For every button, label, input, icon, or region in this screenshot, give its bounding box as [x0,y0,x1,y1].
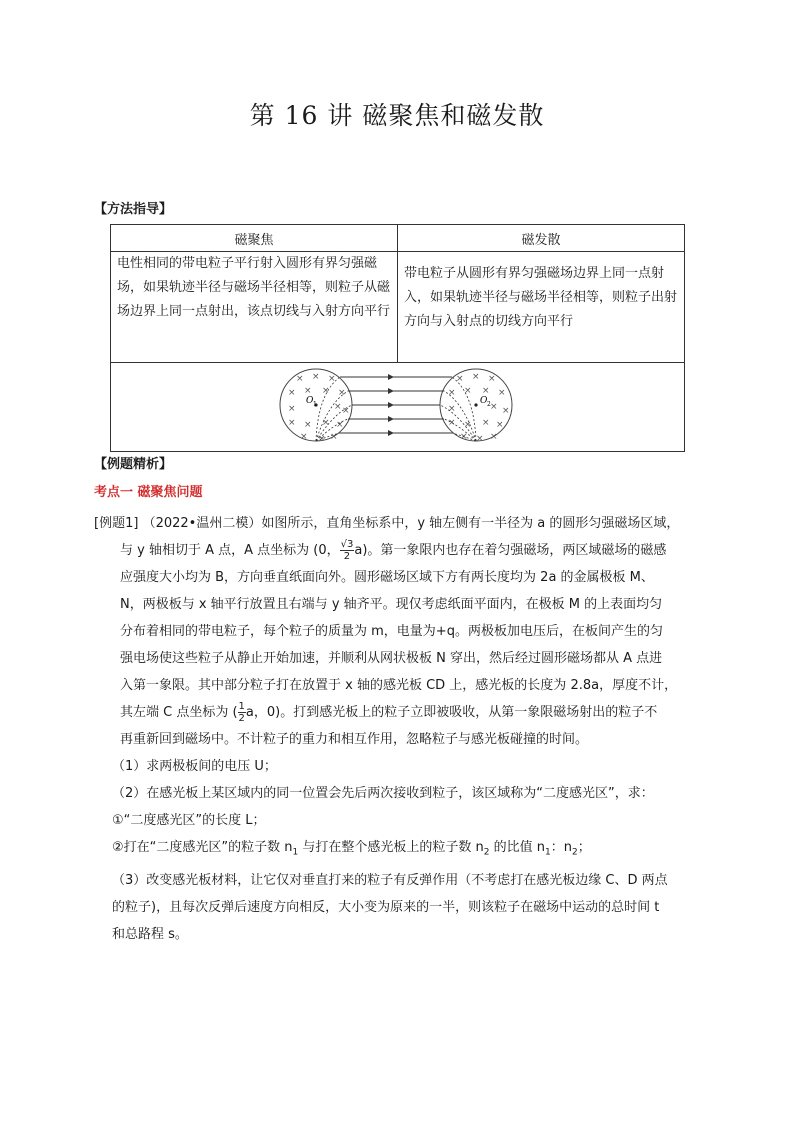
question-2: （2）在感光板上某区域内的同一位置会先后两次接收到粒子，该区域称为“二度感光区”，求： [112,786,654,801]
right-center-sub: 2 [486,401,491,408]
col1-header: 磁聚焦 [111,225,398,252]
col2-text: 带电粒子从圆形有界匀强磁场边界上同一点射入，如果轨迹半径与磁场半径相等，则粒子出射方向与入射点的切线方向平行 [398,252,685,363]
svg-text:×: × [287,404,296,414]
svg-text:×: × [447,418,456,428]
left-center-sub: 1 [312,401,317,408]
svg-text:×: × [487,374,496,384]
question-1: （1）求两极板间的电压 U； [112,759,277,774]
svg-text:×: × [311,372,320,382]
trajectory-arrows [388,374,394,436]
svg-text:×: × [303,420,312,430]
example-line-6: 强电场使这些粒子从静止开始加速，并顺利从网状极板 N 穿出，然后经过圆形磁场都从 A 点进 [120,651,663,666]
method-heading: 【方法指导】 [94,202,173,217]
svg-text:×: × [501,406,510,416]
svg-text:×: × [495,420,504,430]
svg-text:×: × [327,374,336,384]
svg-text:×: × [287,388,296,398]
example-line-7: 入第一象限。其中部分粒子打在放置于 x 轴的感光板 CD 上，感光板的长度为 2.8a，厚度不计， [120,678,678,693]
example-heading: 【例题精析】 [94,457,173,472]
svg-text:×: × [321,418,330,428]
svg-text:×: × [295,374,304,384]
example-tag: [例题1] [94,516,139,531]
svg-text:×: × [463,420,472,430]
question-3-line-1: （3）改变感光板材料，让它仅对垂直打来的粒子有反弹作用（不考虑打在感光板边缘 C、D 两点 [112,872,668,888]
svg-text:×: × [471,372,480,382]
col2-header: 磁发散 [398,225,685,252]
svg-text:×: × [489,402,498,412]
svg-text:×: × [333,402,342,412]
svg-text:×: × [287,418,296,428]
svg-text:×: × [447,388,456,398]
question-3-line-3: 和总路程 s。 [112,926,188,942]
example-body [94,510,714,948]
svg-text:×: × [455,374,464,384]
svg-text:×: × [497,388,506,398]
example-line-8: 其左端 C 点坐标为 ( $\frac{1}{2}$ a，0)。打到感光板上的粒子立即被吸收，从第一象限磁场射出的粒子不 [120,701,658,724]
svg-text:×: × [341,406,350,416]
svg-text:×: × [335,420,344,430]
svg-text:×: × [303,386,312,396]
svg-text:×: × [463,386,472,396]
magnetic-focus-diagram [278,363,518,447]
example-line-1: [例题1] （2022•温州二模）如图所示，直角坐标系中，y 轴左侧有一半径为 a 的圆形匀强磁场区域， [94,516,680,531]
svg-text:×: × [337,388,346,398]
method-table [110,224,685,452]
example-line-3: 应强度大小均为 B，方向垂直纸面向外。圆形磁场区域下方有两长度均为 2a 的金属极板 M、 [120,570,654,585]
example-line-4: N，两极板与 x 轴平行放置且右端与 y 轴齐平。现仅考虑纸面平面内，在极板 M 的上表面均匀 [120,597,663,612]
right-center-label: O [479,396,487,406]
example-line-5: 分布着相同的带电粒子，每个粒子的质量为 m，电量为+q。两极板加电压后，在板间产生的匀 [120,624,663,639]
example-line-9: 再重新回到磁场中。不计粒子的重力和相互作用，忽略粒子与感光板碰撞的时间。 [120,732,589,747]
svg-text:×: × [329,432,338,442]
question-2-2: ②打在“二度感光区”的粒子数 $n_1$ 与打在整个感光板上的粒子数 $n_2$ 的比值 $n_1$：$n_2$； [112,840,591,858]
figure-cell [111,363,685,452]
svg-text:×: × [299,432,308,442]
svg-text:×: × [317,434,326,444]
svg-text:×: × [447,404,456,414]
question-3-line-2: 的粒子)，且每次反弹后速度方向相反，大小变为原来的一半，则该粒子在磁场中运动的总时间 t [112,899,660,915]
svg-text:×: × [321,386,330,396]
page-title: 第 16 讲 磁聚焦和磁发散 [249,101,545,130]
svg-text:×: × [481,386,490,396]
coord-fraction: $\frac{√3}{2}$ [340,539,354,562]
svg-text:×: × [459,432,468,442]
svg-text:×: × [475,434,484,444]
question-2-1: ①“二度感光区”的长度 L； [112,813,266,828]
svg-text:×: × [489,432,498,442]
c-fraction: $\frac{1}{2}$ [238,701,245,724]
parallel-trajectories [337,377,452,433]
kaodian-title: 考点一 磁聚焦问题 [94,485,203,500]
example-line-2: 与 y 轴相切于 A 点，A 点坐标为 (0， $\frac{√3}{2}$ a)。第一象限内也存在着匀强磁场，两区域磁场的磁感 [120,539,667,562]
col1-text: 电性相同的带电粒子平行射入圆形有界匀强磁场，如果轨迹半径与磁场半径相等，则粒子从磁场边界上同一点射出，该点切线与入射方向平行 [111,252,398,363]
svg-text:×: × [481,418,490,428]
left-center-label: O [305,396,313,406]
